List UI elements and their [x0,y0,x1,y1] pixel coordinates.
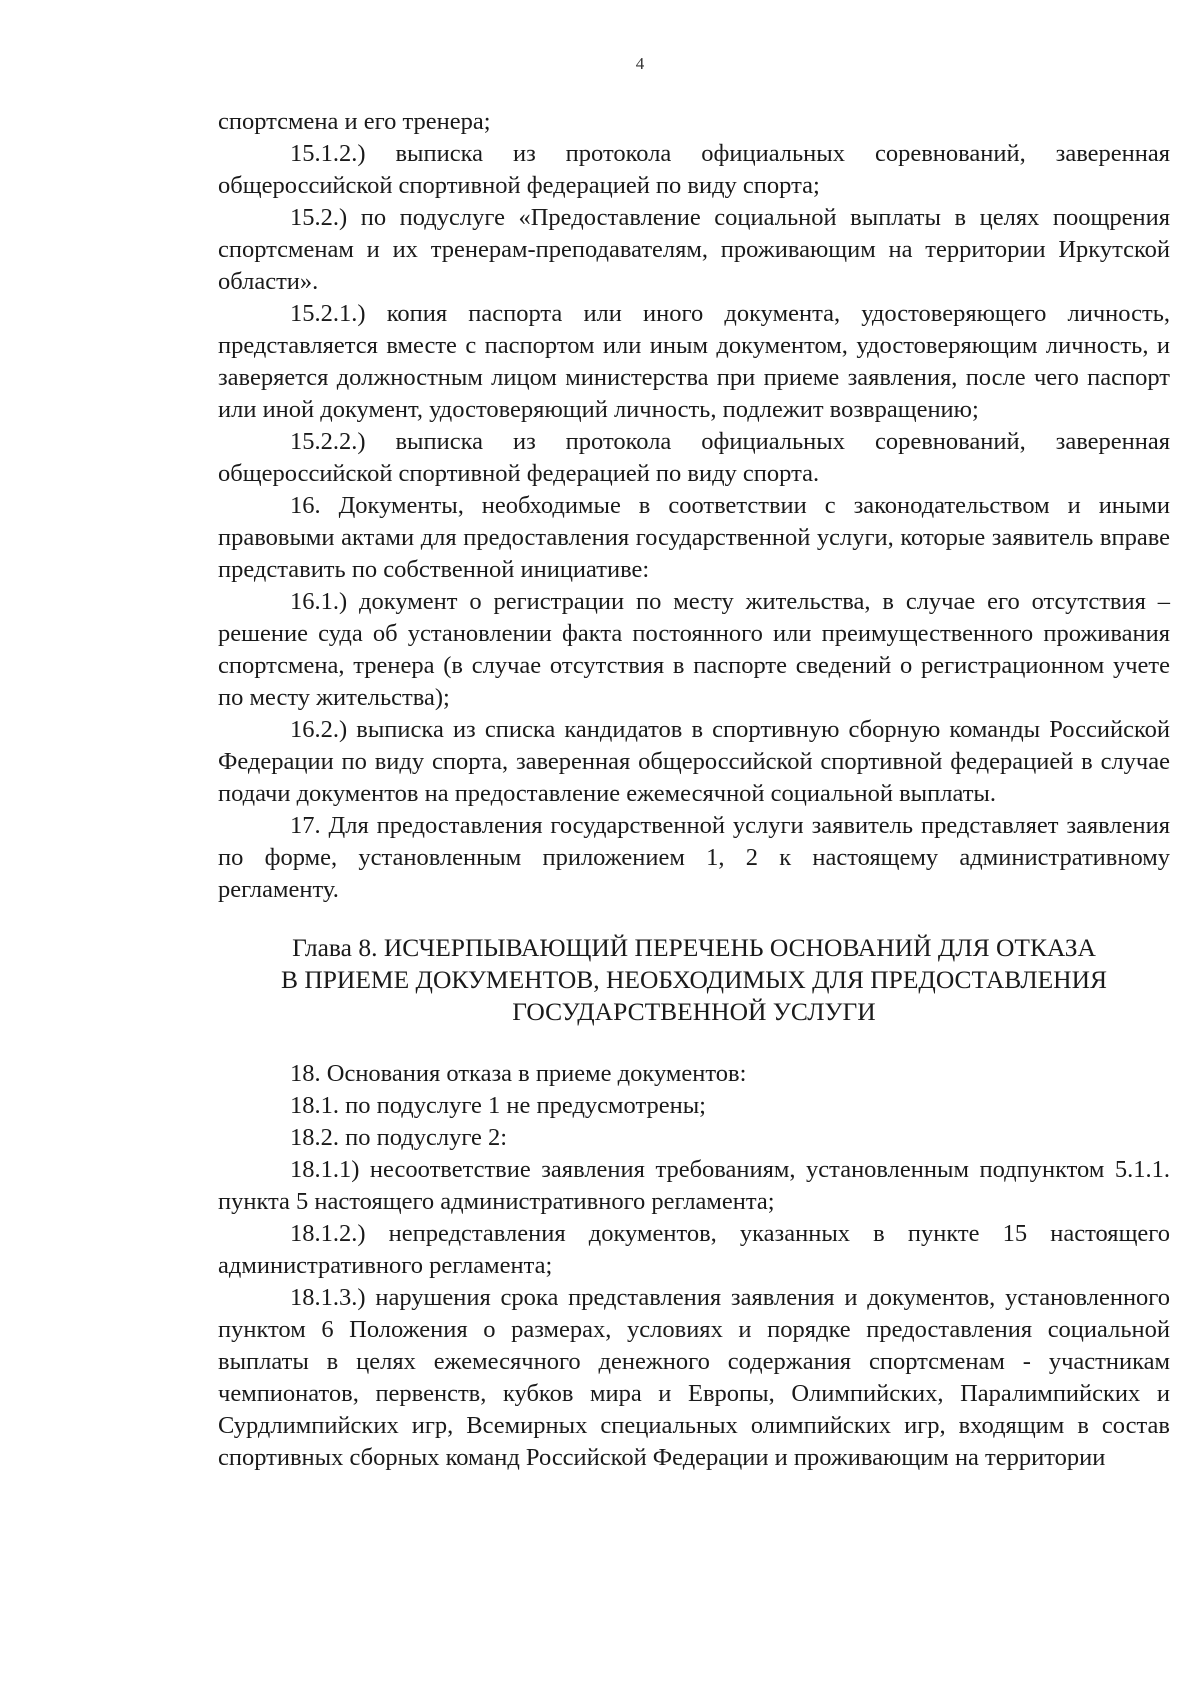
paragraph-15-2-2: 15.2.2.) выписка из протокола официальных соревнований, заверенная общероссийской спортивной федерацией по виду спорта. [218,428,1170,487]
paragraph-18-1: 18.1. по подуслуге 1 не предусмотрены; [290,1092,706,1119]
paragraph-18-1-2: 18.1.2.) непредставления документов, указанных в пункте 15 настоящего административного регламента; [218,1220,1170,1279]
paragraph-18-1-3: 18.1.3.) нарушения срока представления заявления и документов, установленного пунктом 6 Положения о размерах, условиях и порядке предоставления социальной выплаты в целях ежемесячного денежного содержания спортсменам - участникам чемпионатов, первенств, кубков мира и Европы, Олимпийских, Паралимпийских и Сурдлимпийских игр, Всемирных специальных олимпийских игр, входящим в состав спортивных сборных команд Российской Федерации и проживающим на территории [218,1284,1170,1471]
paragraph-15-2-1: 15.2.1.) копия паспорта или иного документа, удостоверяющего личность, представляется вместе с паспортом или иным документом, удостоверяющим личность, и заверяется должностным лицом министерства при приеме заявления, после чего паспорт или иной документ, удостоверяющий личность, подлежит возвращению; [218,300,1170,423]
paragraph-18: 18. Основания отказа в приеме документов: [290,1060,747,1087]
paragraph-15-1-2: 15.1.2.) выписка из протокола официальных соревнований, заверенная общероссийской спортивной федерацией по виду спорта; [218,140,1170,199]
paragraph-18-2: 18.2. по подуслуге 2: [290,1124,508,1151]
chapter-heading-line-1: Глава 8. ИСЧЕРПЫВАЮЩИЙ ПЕРЕЧЕНЬ ОСНОВАНИЙ ДЛЯ ОТКАЗА [292,933,1096,962]
page-number: 4 [635,54,645,73]
paragraph-continuation: спортсмена и его тренера; [218,108,491,135]
paragraph-16-2: 16.2.) выписка из списка кандидатов в спортивную сборную команды Российской Федерации по виду спорта, заверенная общероссийской спортивной федерацией в случае подачи документов на предоставление ежемесячной социальной выплаты. [218,716,1170,807]
document-body [218,106,1170,1474]
paragraph-18-1-1: 18.1.1) несоответствие заявления требованиям, установленным подпунктом 5.1.1. пункта 5 настоящего административного регламента; [218,1156,1170,1215]
chapter-heading-line-2: В ПРИЕМЕ ДОКУМЕНТОВ, НЕОБХОДИМЫХ ДЛЯ ПРЕДОСТАВЛЕНИЯ [280,965,1108,994]
chapter-heading [218,932,1170,1028]
paragraph-15-2: 15.2.) по подуслуге «Предоставление социальной выплаты в целях поощрения спортсменам и их тренерам-преподавателям, проживающим на территории Иркутской области». [218,204,1170,295]
paragraph-16: 16. Документы, необходимые в соответствии с законодательством и иными правовыми актами для предоставления государственной услуги, которые заявитель вправе представить по собственной инициативе: [218,492,1170,583]
chapter-heading-line-3: ГОСУДАРСТВЕННОЙ УСЛУГИ [512,997,876,1026]
paragraph-16-1: 16.1.) документ о регистрации по месту жительства, в случае его отсутствия – решение суда об установлении факта постоянного или преимущественного проживания спортсмена, тренера (в случае отсутствия в паспорте сведений о регистрационном учете по месту жительства); [218,588,1170,711]
paragraph-17: 17. Для предоставления государственной услуги заявитель представляет заявления по форме, установленным приложением 1, 2 к настоящему административному регламенту. [218,812,1170,903]
